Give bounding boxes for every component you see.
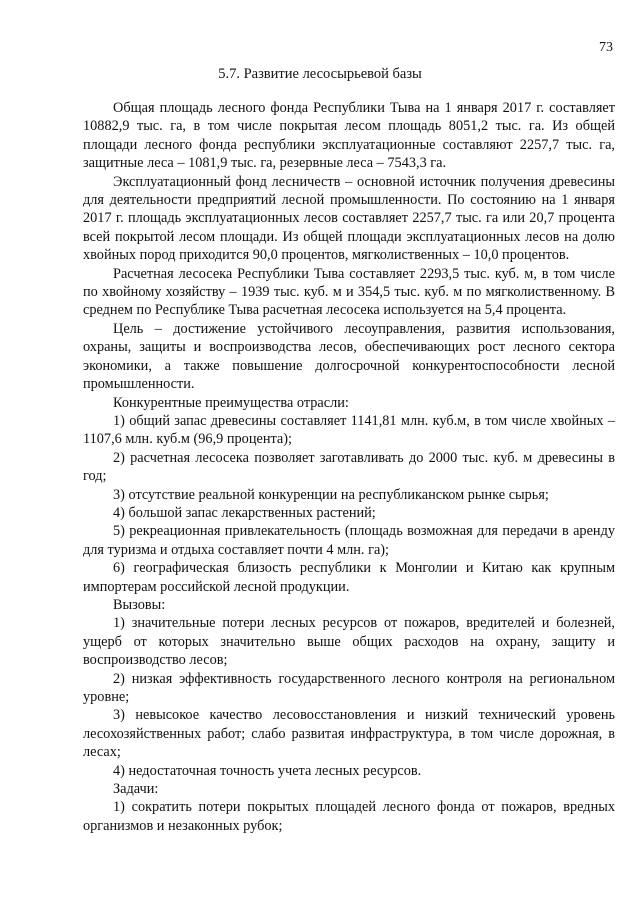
list-item-challenge-3: 3) невысокое качество лесовосстановления и низкий технический уровень лесохозяйственных работ; слабо развитая инфраструктура, в том числе дорожная, в лесах; <box>83 707 615 761</box>
list-item-challenge-4: 4) недостаточная точность учета лесных ресурсов. <box>113 762 422 779</box>
paragraph-allowable-cut: Расчетная лесосека Республики Тыва составляет 2293,5 тыс. куб. м, в том числе по хвойному хозяйству – 1939 тыс. куб. м и 354,5 тыс. куб. м по мягколиственному. В среднем по Республике Тыва расчетная лесосека используется на 5,4 процента. <box>83 265 615 319</box>
list-item-task-1: 1) сократить потери покрытых площадей лесного фонда от пожаров, вредных организмов и незаконных рубок; <box>83 799 615 834</box>
list-item-advantage-6: 6) географическая близость республики к Монголии и Китаю как крупным импортерам российской лесной продукции. <box>83 560 615 595</box>
paragraph-tasks-heading: Задачи: <box>113 781 159 798</box>
list-item-advantage-5: 5) рекреационная привлекательность (площадь возможная для передачи в аренду для туризма и отдыха составляет почти 4 млн. га); <box>83 523 615 558</box>
list-item-advantage-2: 2) расчетная лесосека позволяет заготавливать до 2000 тыс. куб. м древесины в год; <box>83 449 615 485</box>
paragraph-challenges-heading: Вызовы: <box>113 596 166 613</box>
paragraph-advantages-heading: Конкурентные преимущества отрасли: <box>113 394 349 411</box>
paragraph-goal: Цель – достижение устойчивого лесоуправления, развития использования, охраны, защиты и воспроизводства лесов, обеспечивающих рост лесного сектора экономики, а также повышение долгосрочной конкурентоспособности лесной промышленности. <box>83 320 615 393</box>
list-item-challenge-1: 1) значительные потери лесных ресурсов от пожаров, вредителей и болезней, ущерб от которых значительно выше общих расходов на охрану, защиту и воспроизводство лесов; <box>83 615 615 669</box>
document-body <box>83 99 615 835</box>
page-number: 73 <box>599 40 613 55</box>
list-item-challenge-2: 2) низкая эффективность государственного лесного контроля на региональном уровне; <box>83 670 615 705</box>
section-title: 5.7. Развитие лесосырьевой базы <box>218 66 422 82</box>
list-item-advantage-1: 1) общий запас древесины составляет 1141,81 млн. куб.м, в том числе хвойных – 1107,6 млн. куб.м (96,9 процента); <box>83 412 615 448</box>
list-item-advantage-3: 3) отсутствие реальной конкуренции на республиканском рынке сырья; <box>113 486 549 503</box>
list-item-advantage-4: 4) большой запас лекарственных растений; <box>113 504 376 521</box>
paragraph-operational-fund: Эксплуатационный фонд лесничеств – основной источник получения древесины для деятельности предприятий лесной промышленности. По состоянию на 1 января 2017 г. площадь эксплуатационных лесов составляет 2257,7 тыс. га или 20,7 процента всей покрытой лесом площади. Из общей площади эксплуатационных лесов на долю хвойных пород приходится 90,0 процентов, мягколиственных – 10,0 процентов. <box>83 173 615 264</box>
paragraph-forest-fund-area: Общая площадь лесного фонда Республики Тыва на 1 января 2017 г. составляет 10882,9 тыс. га, в том числе покрытая лесом площадь 8051,2 тыс. га. Из общей площади лесного фонда республики эксплуатационные составляют 2257,7 тыс. га, защитные леса – 1081,9 тыс. га, резервные леса – 7543,3 га. <box>83 100 615 172</box>
